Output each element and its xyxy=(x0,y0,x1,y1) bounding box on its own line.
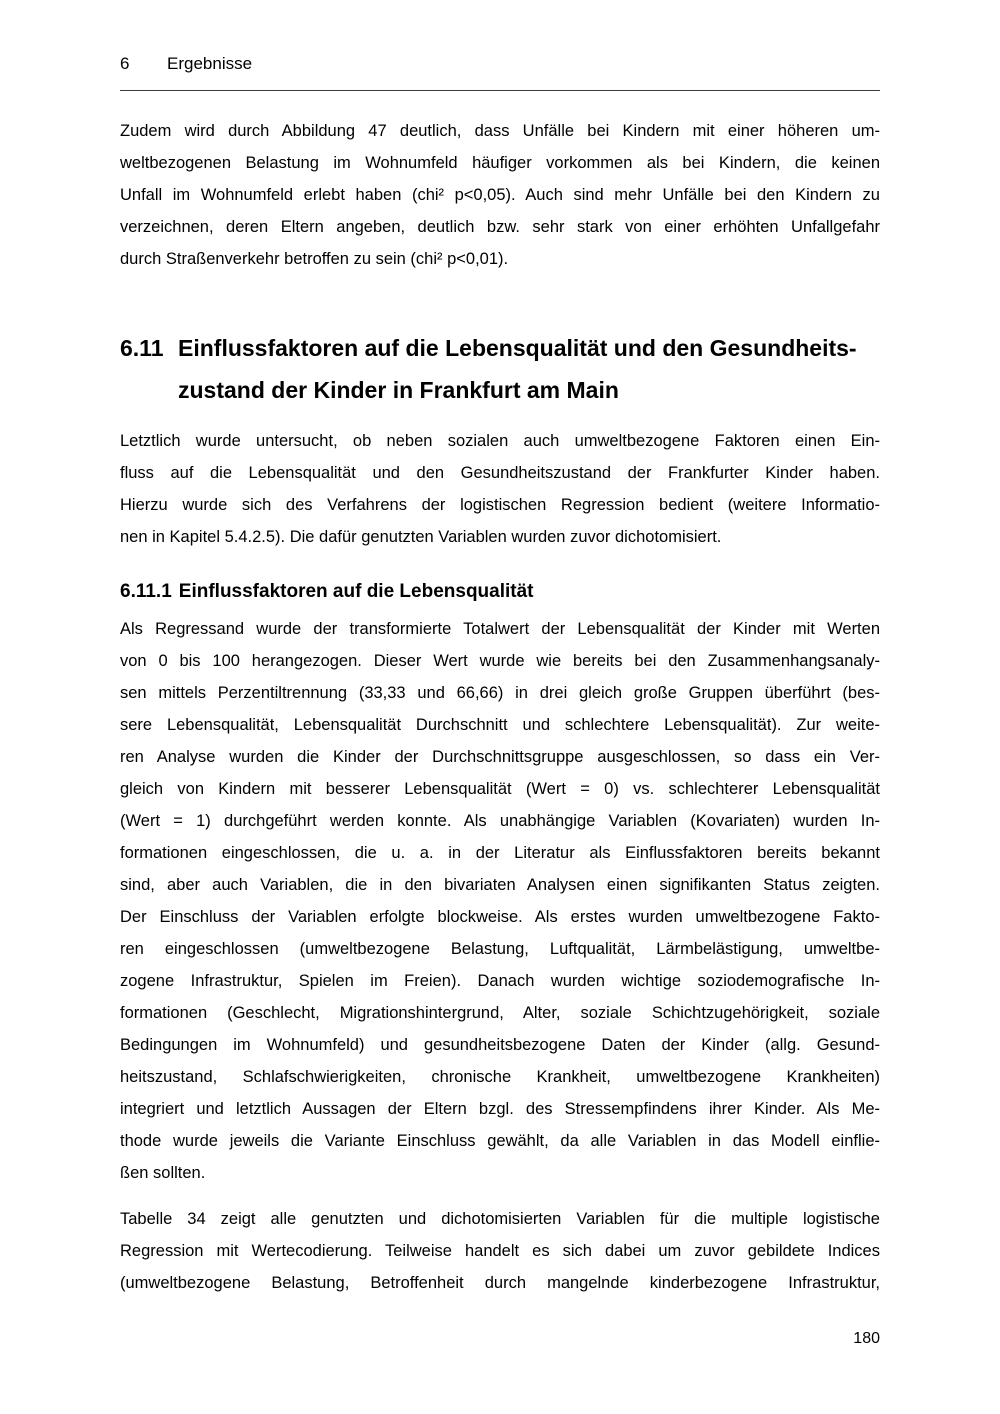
paragraph-line: Letztlich wurde untersucht, ob neben sozialen auch umweltbezogene Faktoren einen Ein- xyxy=(120,432,880,450)
paragraph-line: Als Regressand wurde der transformierte Totalwert der Lebensqualität der Kinder mit Werten xyxy=(120,620,880,638)
paragraph-line: ren Analyse wurden die Kinder der Durchschnittsgruppe ausgeschlossen, so dass ein Ver- xyxy=(120,748,880,766)
paragraph-line: ren eingeschlossen (umweltbezogene Belastung, Luftqualität, Lärmbelästigung, umweltbe- xyxy=(120,940,880,958)
section-intro-paragraph xyxy=(120,425,880,553)
paragraph-line: weltbezogenen Belastung im Wohnumfeld häufiger vorkommen als bei Kindern, die keinen xyxy=(120,154,880,172)
section-number: 6.11 xyxy=(120,335,164,361)
table-paragraph xyxy=(120,1203,880,1299)
paragraph-line: von 0 bis 100 herangezogen. Dieser Wert wurde wie bereits bei den Zusammenhangsanaly- xyxy=(120,652,880,670)
paragraph-line: verzeichnen, deren Eltern angeben, deutlich bzw. sehr stark von einer erhöhten Unfallgefahr xyxy=(120,218,880,236)
paragraph-line: formationen eingeschlossen, die u. a. in der Literatur als Einflussfaktoren bereits bekannt xyxy=(120,844,880,862)
paragraph-line: ßen sollten. xyxy=(120,1164,206,1182)
paragraph-line: thode wurde jeweils die Variante Einschluss gewählt, da alle Variablen in das Modell einflie- xyxy=(120,1132,880,1150)
header-rule xyxy=(120,90,880,91)
section-title-line-2: zustand der Kinder in Frankfurt am Main xyxy=(178,377,619,403)
chapter-number: 6 xyxy=(120,54,130,73)
paragraph-line: Der Einschluss der Variablen erfolgte blockweise. Als erstes wurden umweltbezogene Fakto- xyxy=(120,908,880,926)
paragraph-line: heitszustand, Schlafschwierigkeiten, chronische Krankheit, umweltbezogene Krankheiten) xyxy=(120,1068,880,1086)
paragraph-line: (Wert = 1) durchgeführt werden konnte. Als unabhängige Variablen (Kovariaten) wurden In- xyxy=(120,812,880,830)
paragraph-line: nen in Kapitel 5.4.2.5). Die dafür genutzten Variablen wurden zuvor dichotomisiert. xyxy=(120,528,722,546)
chapter-title: Ergebnisse xyxy=(167,54,253,73)
paragraph-line: Regression mit Wertecodierung. Teilweise handelt es sich dabei um zuvor gebildete Indices xyxy=(120,1242,880,1260)
regression-paragraph xyxy=(120,613,880,1189)
paragraph-line: integriert und letztlich Aussagen der Eltern bzgl. des Stressempfindens ihrer Kinder. Als Me- xyxy=(120,1100,880,1118)
paragraph-line: Unfall im Wohnumfeld erlebt haben (chi² p<0,05). Auch sind mehr Unfälle bei den Kindern zu xyxy=(120,186,880,204)
paragraph-line: formationen (Geschlecht, Migrationshintergrund, Alter, soziale Schichtzugehörigkeit, soziale xyxy=(120,1004,880,1022)
subsection-title: Einflussfaktoren auf die Lebensqualität xyxy=(178,581,534,602)
paragraph-line: sind, aber auch Variablen, die in den bivariaten Analysen einen signifikanten Status zeigten. xyxy=(120,876,880,894)
running-header xyxy=(120,52,880,76)
subsection-number: 6.11.1 xyxy=(120,581,172,602)
paragraph-line: gleich von Kindern mit besserer Lebensqualität (Wert = 0) vs. schlechterer Lebensqualität xyxy=(120,780,880,798)
section-title xyxy=(178,327,880,411)
section-heading xyxy=(120,327,880,411)
paragraph-line: sere Lebensqualität, Lebensqualität Durchschnitt und schlechtere Lebensqualität). Zur weite- xyxy=(120,716,880,734)
paragraph-line: Tabelle 34 zeigt alle genutzten und dichotomisierten Variablen für die multiple logistische xyxy=(120,1210,880,1228)
subsection-heading xyxy=(120,579,880,605)
page-number: 180 xyxy=(853,1330,880,1347)
paragraph-line: (umweltbezogene Belastung, Betroffenheit durch mangelnde kinderbezogene Infrastruktur, xyxy=(120,1274,880,1292)
intro-paragraph xyxy=(120,115,880,275)
paragraph-line: durch Straßenverkehr betroffen zu sein (chi² p<0,01). xyxy=(120,250,509,268)
paragraph-line: fluss auf die Lebensqualität und den Gesundheitszustand der Frankfurter Kinder haben. xyxy=(120,464,880,482)
paragraph-line: Zudem wird durch Abbildung 47 deutlich, dass Unfälle bei Kindern mit einer höheren um- xyxy=(120,122,880,140)
paragraph-line: sen mittels Perzentiltrennung (33,33 und 66,66) in drei gleich große Gruppen überführt (bes- xyxy=(120,684,880,702)
section-title-line-1: Einflussfaktoren auf die Lebensqualität und den Gesundheits- xyxy=(178,335,857,361)
paragraph-line: Bedingungen im Wohnumfeld) und gesundheitsbezogene Daten der Kinder (allg. Gesund- xyxy=(120,1036,880,1054)
paragraph-line: Hierzu wurde sich des Verfahrens der logistischen Regression bedient (weitere Informatio- xyxy=(120,496,880,514)
paragraph-line: zogene Infrastruktur, Spielen im Freien). Danach wurden wichtige soziodemografische In- xyxy=(120,972,880,990)
